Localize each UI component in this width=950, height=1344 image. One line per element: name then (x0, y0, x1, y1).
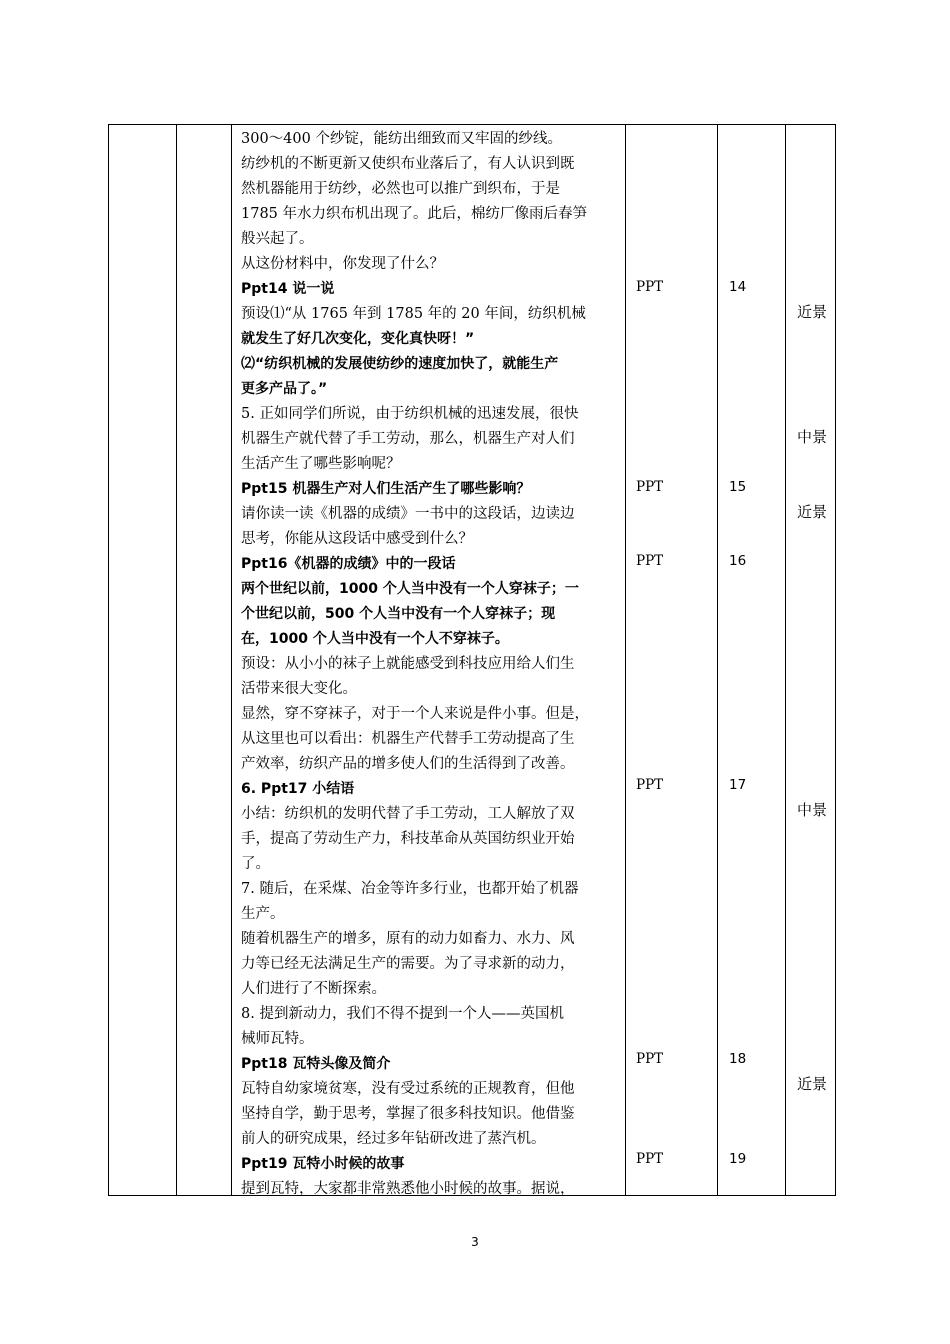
text-line: 300～400 个纱锭，能纺出细致而又牢固的纱线。 (241, 131, 562, 147)
text-line: 生活产生了哪些影响呢？ (241, 456, 401, 472)
text-line: 8. 提到新动力，我们不得不提到一个人——英国机 (241, 1006, 564, 1022)
media-cell: PPT (636, 479, 664, 495)
text-line: 人们进行了不断探索。 (241, 981, 386, 997)
text-line: 提到瓦特，大家都非常熟悉他小时候的故事。据说， (241, 1181, 575, 1197)
shot-type: 近景 (797, 303, 828, 321)
text-line: Ppt19 瓦特小时候的故事 (241, 1156, 405, 1172)
media-cell: PPT (636, 1151, 664, 1167)
media-cell: PPT (636, 777, 664, 793)
text-line: 机器生产就代替了手工劳动，那么，机器生产对人们 (241, 431, 575, 447)
lesson-table (108, 124, 836, 1196)
text-line: 坚持自学，勤于思考，掌握了很多科技知识。他借鉴 (241, 1106, 575, 1122)
text-line: Ppt14 说一说 (241, 281, 335, 297)
text-line: 两个世纪以前，1000 个人当中没有一个人穿袜子；一 (241, 581, 579, 597)
text-line: 5. 正如同学们所说，由于纺织机械的迅速发展，很快 (241, 406, 579, 422)
media-cell: PPT (636, 1051, 664, 1067)
column-divider (231, 125, 232, 1195)
text-line: 预设⑴“从 1765 年到 1785 年的 20 年间，纺织机械 (241, 306, 586, 322)
text-line: 从这份材料中，你发现了什么？ (241, 256, 444, 272)
slide-number: 18 (729, 1051, 747, 1067)
text-line: 在，1000 个人当中没有一个人不穿袜子。 (241, 631, 509, 647)
text-line: Ppt15 机器生产对人们生活产生了哪些影响？ (241, 481, 531, 497)
text-line: 械师瓦特。 (241, 1031, 314, 1047)
text-line: 就发生了好几次变化，变化真快呀！” (241, 331, 475, 347)
text-line: 般兴起了。 (241, 231, 314, 247)
text-line: 个世纪以前，500 个人当中没有一个人穿袜子；现 (241, 606, 556, 622)
text-line: 1785 年水力织布机出现了。此后，棉纺厂像雨后春笋 (241, 206, 588, 222)
column-divider (717, 125, 718, 1195)
page-number: 3 (471, 1235, 479, 1249)
text-line: 纺纱机的不断更新又使织布业落后了，有人认识到既 (241, 156, 575, 172)
text-line: ⑵“纺织机械的发展使纺纱的速度加快了，就能生产 (241, 356, 559, 372)
text-line: 瓦特自幼家境贫寒，没有受过系统的正规教育，但他 (241, 1081, 575, 1097)
text-line: 手，提高了劳动生产力，科技革命从英国纺织业开始 (241, 831, 575, 847)
text-line: Ppt18 瓦特头像及简介 (241, 1056, 391, 1072)
text-line: 从这里也可以看出：机器生产代替手工劳动提高了生 (241, 731, 575, 747)
text-line: Ppt16《机器的成绩》中的一段话 (241, 556, 456, 572)
slide-number: 17 (729, 777, 747, 793)
column-divider (785, 125, 786, 1195)
text-line: 活带来很大变化。 (241, 681, 357, 697)
slide-number: 16 (729, 553, 747, 569)
column-divider (176, 125, 177, 1195)
text-line: 请你读一读《机器的成绩》一书中的这段话，边读边 (241, 506, 575, 522)
media-cell: PPT (636, 279, 664, 295)
slide-number: 15 (729, 479, 747, 495)
text-line: 生产。 (241, 906, 285, 922)
text-line: 产效率，纺织产品的增多使人们的生活得到了改善。 (241, 756, 575, 772)
media-cell: PPT (636, 553, 664, 569)
text-line: 随着机器生产的增多，原有的动力如畜力、水力、风 (241, 931, 575, 947)
text-line: 显然，穿不穿袜子，对于一个人来说是件小事。但是， (241, 706, 589, 722)
text-line: 力等已经无法满足生产的需要。为了寻求新的动力， (241, 956, 575, 972)
text-line: 小结：纺织机的发明代替了手工劳动，工人解放了双 (241, 806, 575, 822)
shot-type: 近景 (797, 503, 828, 521)
teaching-process-column (241, 127, 631, 1202)
shot-type: 中景 (797, 428, 828, 446)
text-line: 思考，你能从这段话中感受到什么？ (241, 531, 473, 547)
shot-type: 近景 (797, 1075, 828, 1093)
text-line: 6. Ppt17 小结语 (241, 781, 355, 797)
slide-number: 19 (729, 1151, 747, 1167)
text-line: 7. 随后，在采煤、冶金等许多行业，也都开始了机器 (241, 881, 579, 897)
slide-number: 14 (729, 279, 747, 295)
text-line: 前人的研究成果，经过多年钻研改进了蒸汽机。 (241, 1131, 546, 1147)
text-line: 然机器能用于纺纱，必然也可以推广到织布，于是 (241, 181, 560, 197)
text-line: 了。 (241, 856, 270, 872)
text-line: 更多产品了。” (241, 381, 328, 397)
shot-type: 中景 (797, 801, 828, 819)
text-line: 预设：从小小的袜子上就能感受到科技应用给人们生 (241, 656, 575, 672)
